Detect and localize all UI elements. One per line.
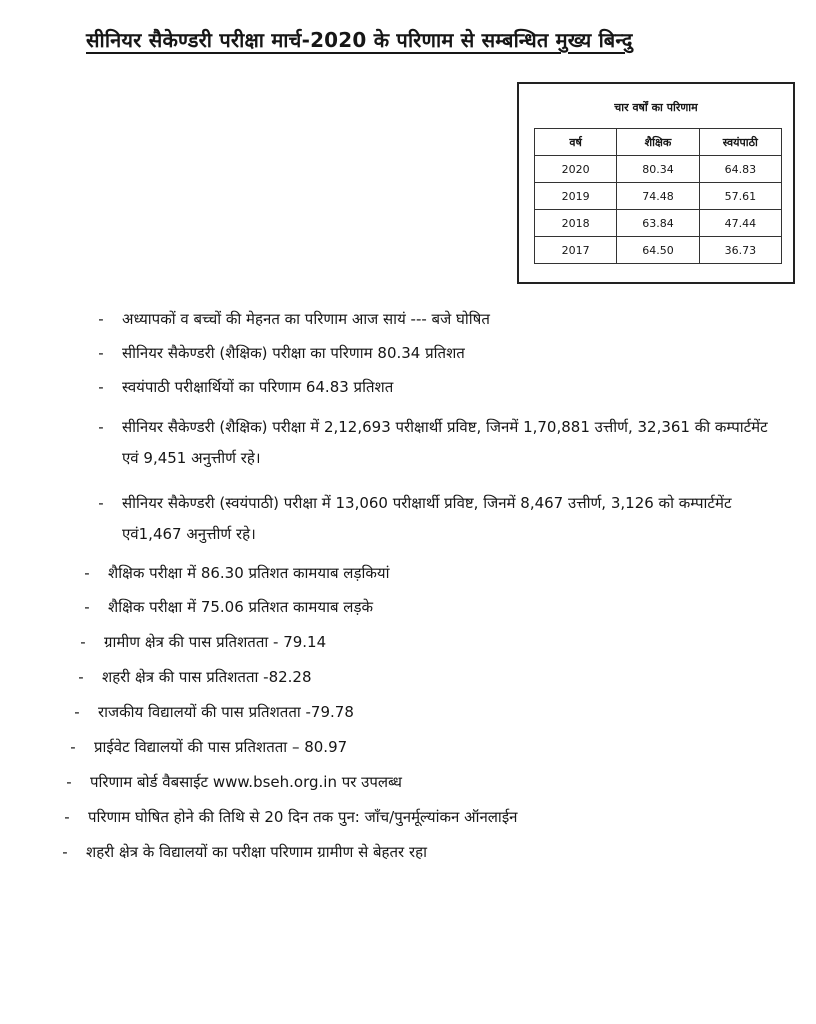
point-text: सीनियर सैकेण्डरी (शैक्षिक) परीक्षा में 2,12,693 परीक्षार्थी प्रविष्ट, जिनमें 1,70,881 उत्तीर्ण, 32,361 की कम्पार्टमेंट एवं 9,451 अनुत्तीर्ण रहे। xyxy=(122,418,768,467)
page-title: सीनियर सैकेण्डरी परीक्षा मार्च-2020 के परिणाम से सम्बन्धित मुख्य बिन्दु xyxy=(86,28,633,52)
point-text: सीनियर सैकेण्डरी (शैक्षिक) परीक्षा का परिणाम 80.34 प्रतिशत xyxy=(122,344,465,362)
bullet-dash: - xyxy=(74,703,80,721)
cell-academic: 63.84 xyxy=(617,210,699,237)
cell-year: 2019 xyxy=(535,183,617,210)
list-item xyxy=(78,596,786,618)
cell-academic: 64.50 xyxy=(617,237,699,264)
point-text: शैक्षिक परीक्षा में 75.06 प्रतिशत कामयाब लड़के xyxy=(108,598,374,616)
point-text: सीनियर सैकेण्डरी (स्वयंपाठी) परीक्षा में 13,060 परीक्षार्थी प्रविष्ट, जिनमें 8,467 उत्तीर्ण, 3,126 को कम्पार्टमेंट एवं1,467 अनुत्तीर्ण रहे। xyxy=(122,494,732,543)
bullet-dash: - xyxy=(66,773,72,791)
point-text: राजकीय विद्यालयों की पास प्रतिशतता -79.78 xyxy=(98,703,354,721)
key-points-list xyxy=(56,308,786,863)
bullet-dash: - xyxy=(98,378,104,396)
list-item xyxy=(68,701,786,723)
list-item xyxy=(56,841,786,863)
table-row xyxy=(535,237,782,264)
table-row xyxy=(535,210,782,237)
table-header-row xyxy=(535,129,782,156)
cell-year: 2020 xyxy=(535,156,617,183)
results-summary-box xyxy=(517,82,795,284)
bullet-dash: - xyxy=(84,598,90,616)
point-text: शहरी क्षेत्र की पास प्रतिशतता -82.28 xyxy=(102,668,312,686)
cell-private: 57.61 xyxy=(699,183,781,210)
bullet-dash: - xyxy=(98,418,104,436)
list-item xyxy=(92,488,786,550)
bullet-dash: - xyxy=(80,633,86,651)
column-header-year: वर्ष xyxy=(535,129,617,156)
table-row xyxy=(535,183,782,210)
bullet-dash: - xyxy=(64,808,70,826)
list-item xyxy=(60,771,786,793)
bullet-dash: - xyxy=(98,310,104,328)
cell-year: 2018 xyxy=(535,210,617,237)
point-text: अध्यापकों व बच्चों की मेहनत का परिणाम आज सायं --- बजे घोषित xyxy=(122,310,490,328)
column-header-academic: शैक्षिक xyxy=(617,129,699,156)
table-row xyxy=(535,156,782,183)
cell-year: 2017 xyxy=(535,237,617,264)
point-text: ग्रामीण क्षेत्र की पास प्रतिशतता - 79.14 xyxy=(104,633,327,651)
list-item xyxy=(92,342,786,364)
results-table xyxy=(534,128,782,264)
list-item xyxy=(92,308,786,330)
list-item xyxy=(72,666,786,688)
cell-private: 64.83 xyxy=(699,156,781,183)
bullet-dash: - xyxy=(98,344,104,362)
list-item xyxy=(92,412,786,474)
bullet-dash: - xyxy=(84,564,90,582)
cell-private: 47.44 xyxy=(699,210,781,237)
column-header-private: स्वयंपाठी xyxy=(699,129,781,156)
point-text: स्वयंपाठी परीक्षार्थियों का परिणाम 64.83 प्रतिशत xyxy=(122,378,394,396)
point-text: शहरी क्षेत्र के विद्यालयों का परीक्षा परिणाम ग्रामीण से बेहतर रहा xyxy=(86,843,427,861)
list-item xyxy=(92,376,786,398)
point-text: शैक्षिक परीक्षा में 86.30 प्रतिशत कामयाब लड़कियां xyxy=(108,564,390,582)
list-item xyxy=(78,562,786,584)
point-text: परिणाम बोर्ड वैबसाईट www.bseh.org.in पर उपलब्ध xyxy=(90,773,402,791)
cell-private: 36.73 xyxy=(699,237,781,264)
list-item xyxy=(64,736,786,758)
point-text: प्राईवेट विद्यालयों की पास प्रतिशतता – 80.97 xyxy=(94,738,348,756)
list-item xyxy=(58,806,786,828)
list-item xyxy=(74,631,786,653)
cell-academic: 74.48 xyxy=(617,183,699,210)
bullet-dash: - xyxy=(70,738,76,756)
bullet-dash: - xyxy=(78,668,84,686)
results-table-caption: चार वर्षों का परिणाम xyxy=(614,101,698,114)
cell-academic: 80.34 xyxy=(617,156,699,183)
bullet-dash: - xyxy=(62,843,68,861)
point-text: परिणाम घोषित होने की तिथि से 20 दिन तक पुन: जाँच/पुनर्मूल्यांकन ऑनलाईन xyxy=(88,808,518,826)
bullet-dash: - xyxy=(98,494,104,512)
